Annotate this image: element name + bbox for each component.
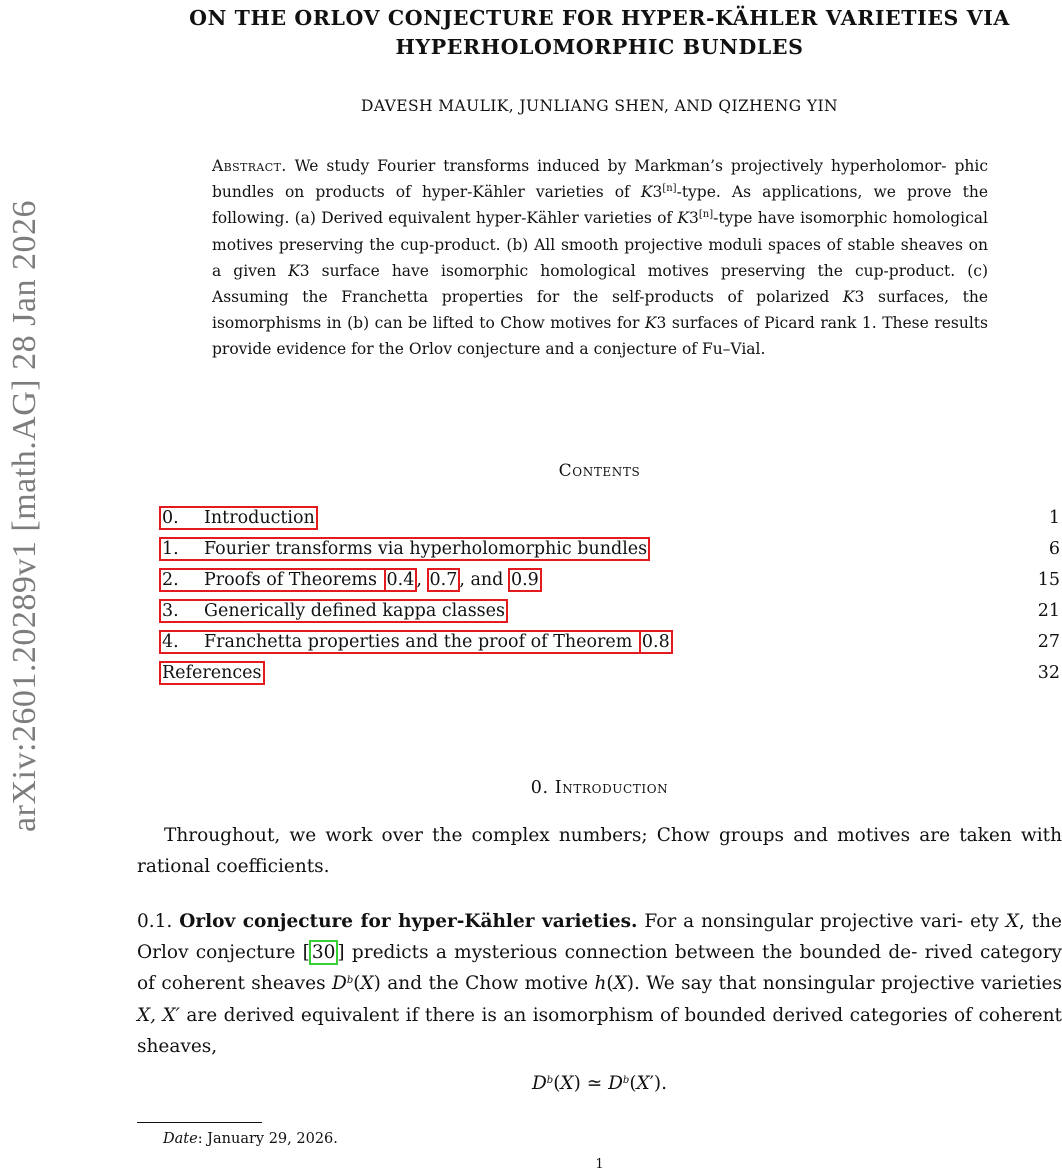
- paragraph-text: rived category of coherent sheaves: [137, 942, 1062, 995]
- abstract-text: surfaces, the isomorphisms in (b) can be lifted to Chow motives for: [212, 288, 988, 333]
- section-heading: 0. Introduction: [530, 778, 669, 798]
- paragraph-text: categories of coherent sheaves,: [137, 1004, 1062, 1057]
- paragraph-text: projective varieties: [880, 973, 1062, 995]
- math-3: 3: [854, 288, 865, 307]
- theorem-link-0-8[interactable]: 0.8: [639, 630, 673, 654]
- toc-link-kappa-classes[interactable]: [159, 599, 508, 623]
- theorem-link-0-4[interactable]: 0.4: [384, 568, 418, 592]
- toc-link-references[interactable]: References: [159, 661, 265, 685]
- toc-number: 0.: [162, 508, 179, 528]
- toc-label: Franchetta properties and the proof of Theorem: [204, 632, 638, 652]
- toc-number: 4.: [162, 632, 179, 652]
- math-3: 3: [656, 314, 667, 333]
- toc-page: 6: [1048, 539, 1060, 559]
- toc-row: [160, 504, 1060, 532]
- math-x: X: [1005, 911, 1019, 932]
- toc-link-introduction[interactable]: [159, 506, 318, 530]
- subsection-title: Orlov conjecture for hyper-Kähler varieties.: [179, 911, 638, 932]
- math-k: K: [842, 288, 855, 307]
- paragraph-text: Throughout, we work over the complex numbers; Chow groups and motives are taken with: [164, 825, 1062, 846]
- toc-link-proofs[interactable]: [159, 568, 386, 592]
- abstract-text: We study Fourier transforms induced by Markman’s projectively hyperholomor-: [294, 157, 947, 175]
- toc-label: Proofs of Theorems: [204, 570, 383, 590]
- math-k: K: [677, 209, 689, 228]
- paragraph-text: For a nonsingular projective vari-: [644, 911, 963, 932]
- toc-link-franchetta[interactable]: [159, 630, 641, 654]
- toc-number: 2.: [162, 570, 179, 590]
- abstract-text: the following. (a) Derived equivalent hyper-Kähler varieties of: [212, 183, 988, 228]
- abstract-text: surfaces of Picard: [666, 314, 815, 333]
- toc-number: 3.: [162, 601, 179, 621]
- display-equation: $D^b(X)$ ≃ $D^b(X')$.: [531, 1073, 668, 1094]
- page-number: 1: [595, 1157, 604, 1172]
- abstract-text: -type have isomorphic: [713, 209, 888, 228]
- citation-link-30[interactable]: 30: [309, 940, 339, 965]
- footnote-text: : January 29, 2026.: [197, 1131, 338, 1147]
- paragraph: [137, 820, 1062, 882]
- toc-row: [160, 566, 1060, 594]
- abstract-text: of stable sheaves on a given: [212, 235, 988, 280]
- citation: [ 30 ]: [302, 942, 345, 964]
- abstract-text: -type. As applications, we prove: [676, 183, 952, 202]
- toc-page: 15: [1037, 570, 1060, 590]
- contents-heading: Contents: [558, 461, 641, 481]
- abstract-text: cup-product. (c) Assuming the Franchetta properties for the self-products of polarized: [212, 261, 988, 307]
- math-sup-n: [n]: [662, 183, 677, 195]
- paragraph-text: . We say that nonsingular: [633, 973, 875, 995]
- toc-page: 27: [1037, 632, 1060, 652]
- paragraph-text: , the Orlov conjecture: [137, 911, 1062, 964]
- paragraph-text: are derived equivalent if there is an isomorphism of bounded derived: [179, 1004, 844, 1026]
- toc-page: 32: [1037, 663, 1060, 683]
- math-3: 3: [652, 183, 663, 202]
- toc-link-fourier-transforms[interactable]: [159, 537, 650, 561]
- paragraph-orlov: 0.1. Orlov conjecture for hyper-Kähler varieties. For a nonsingular projective vari- ety X, the Orlov conjecture [ 30 ] predicts a mysterious connection between the bounded de- rived category of coherent sheaves $D^b(X)$ and the Chow motive h(X). We say that nonsingular projective varieties X, X′ are derived equivalent if there is an isomorphism of bounded derived categories of coherent sheaves,: [137, 911, 1062, 1057]
- math-sup-n: [n]: [698, 209, 714, 221]
- authors: DAVESH MAULIK, JUNLIANG SHEN, AND QIZHENG YIN: [361, 97, 838, 115]
- toc-page: 21: [1037, 601, 1060, 621]
- footnote-label: Date: [163, 1131, 198, 1147]
- toc-label: Generically defined kappa classes: [204, 601, 505, 621]
- abstract-text: phic bundles on products of hyper-Kähler varieties of: [212, 157, 988, 202]
- paper-title: [137, 4, 1062, 62]
- paper-title-line-1: ON THE ORLOV CONJECTURE FOR HYPER-KÄHLER VARIETIES VIA: [189, 6, 1010, 30]
- footnote-rule: [137, 1122, 262, 1123]
- footnote-date: [163, 1131, 338, 1147]
- toc-separator: ,: [416, 570, 428, 590]
- toc-separator: , and: [459, 570, 509, 590]
- paragraph-text: ety: [969, 911, 1006, 932]
- toc-page: 1: [1048, 508, 1060, 528]
- math-3: 3: [689, 209, 699, 228]
- toc-row: [160, 597, 1060, 625]
- math-k: K: [288, 261, 300, 280]
- math-k: K: [644, 314, 657, 333]
- toc-label: Fourier transforms via hyperholomorphic bundles: [204, 539, 648, 559]
- abstract: [212, 153, 988, 363]
- paragraph-text: rational coefficients.: [137, 856, 330, 878]
- math-chow-motive: h: [594, 973, 607, 995]
- paragraph-text: predicts a mysterious connection between the bounded de-: [344, 942, 918, 964]
- toc-row: [160, 535, 1060, 563]
- theorem-link-0-7[interactable]: 0.7: [427, 568, 461, 592]
- paragraph-text: and the Chow motive: [380, 973, 595, 995]
- abstract-text: homological motives preserving the cup-product. (b) All smooth projective moduli spaces: [212, 209, 988, 254]
- math-k: K: [640, 183, 653, 202]
- arxiv-identifier: arXiv:2601.20289v1 [math.AG] 28 Jan 2026: [6, 200, 43, 832]
- math-x-xprime: X, X′: [137, 1004, 180, 1026]
- math-3: 3: [299, 261, 310, 280]
- math-derived-category: $D^b$: [331, 973, 354, 995]
- abstract-heading: Abstract.: [212, 157, 287, 175]
- abstract-text: surface have isomorphic homological motives preserving the: [309, 261, 843, 280]
- paper-title-line-2: HYPERHOLOMORPHIC BUNDLES: [395, 35, 804, 59]
- toc-label: Introduction: [204, 508, 315, 528]
- toc-row: [160, 659, 1060, 687]
- toc-number: 1.: [162, 539, 179, 559]
- subsection-number: 0.1.: [137, 911, 173, 932]
- theorem-link-0-9[interactable]: 0.9: [508, 568, 542, 592]
- abstract-text: rank 1. These results provide evidence for the Orlov conjecture and a conjecture of Fu–Vial.: [212, 314, 988, 359]
- toc-row: [160, 628, 1060, 656]
